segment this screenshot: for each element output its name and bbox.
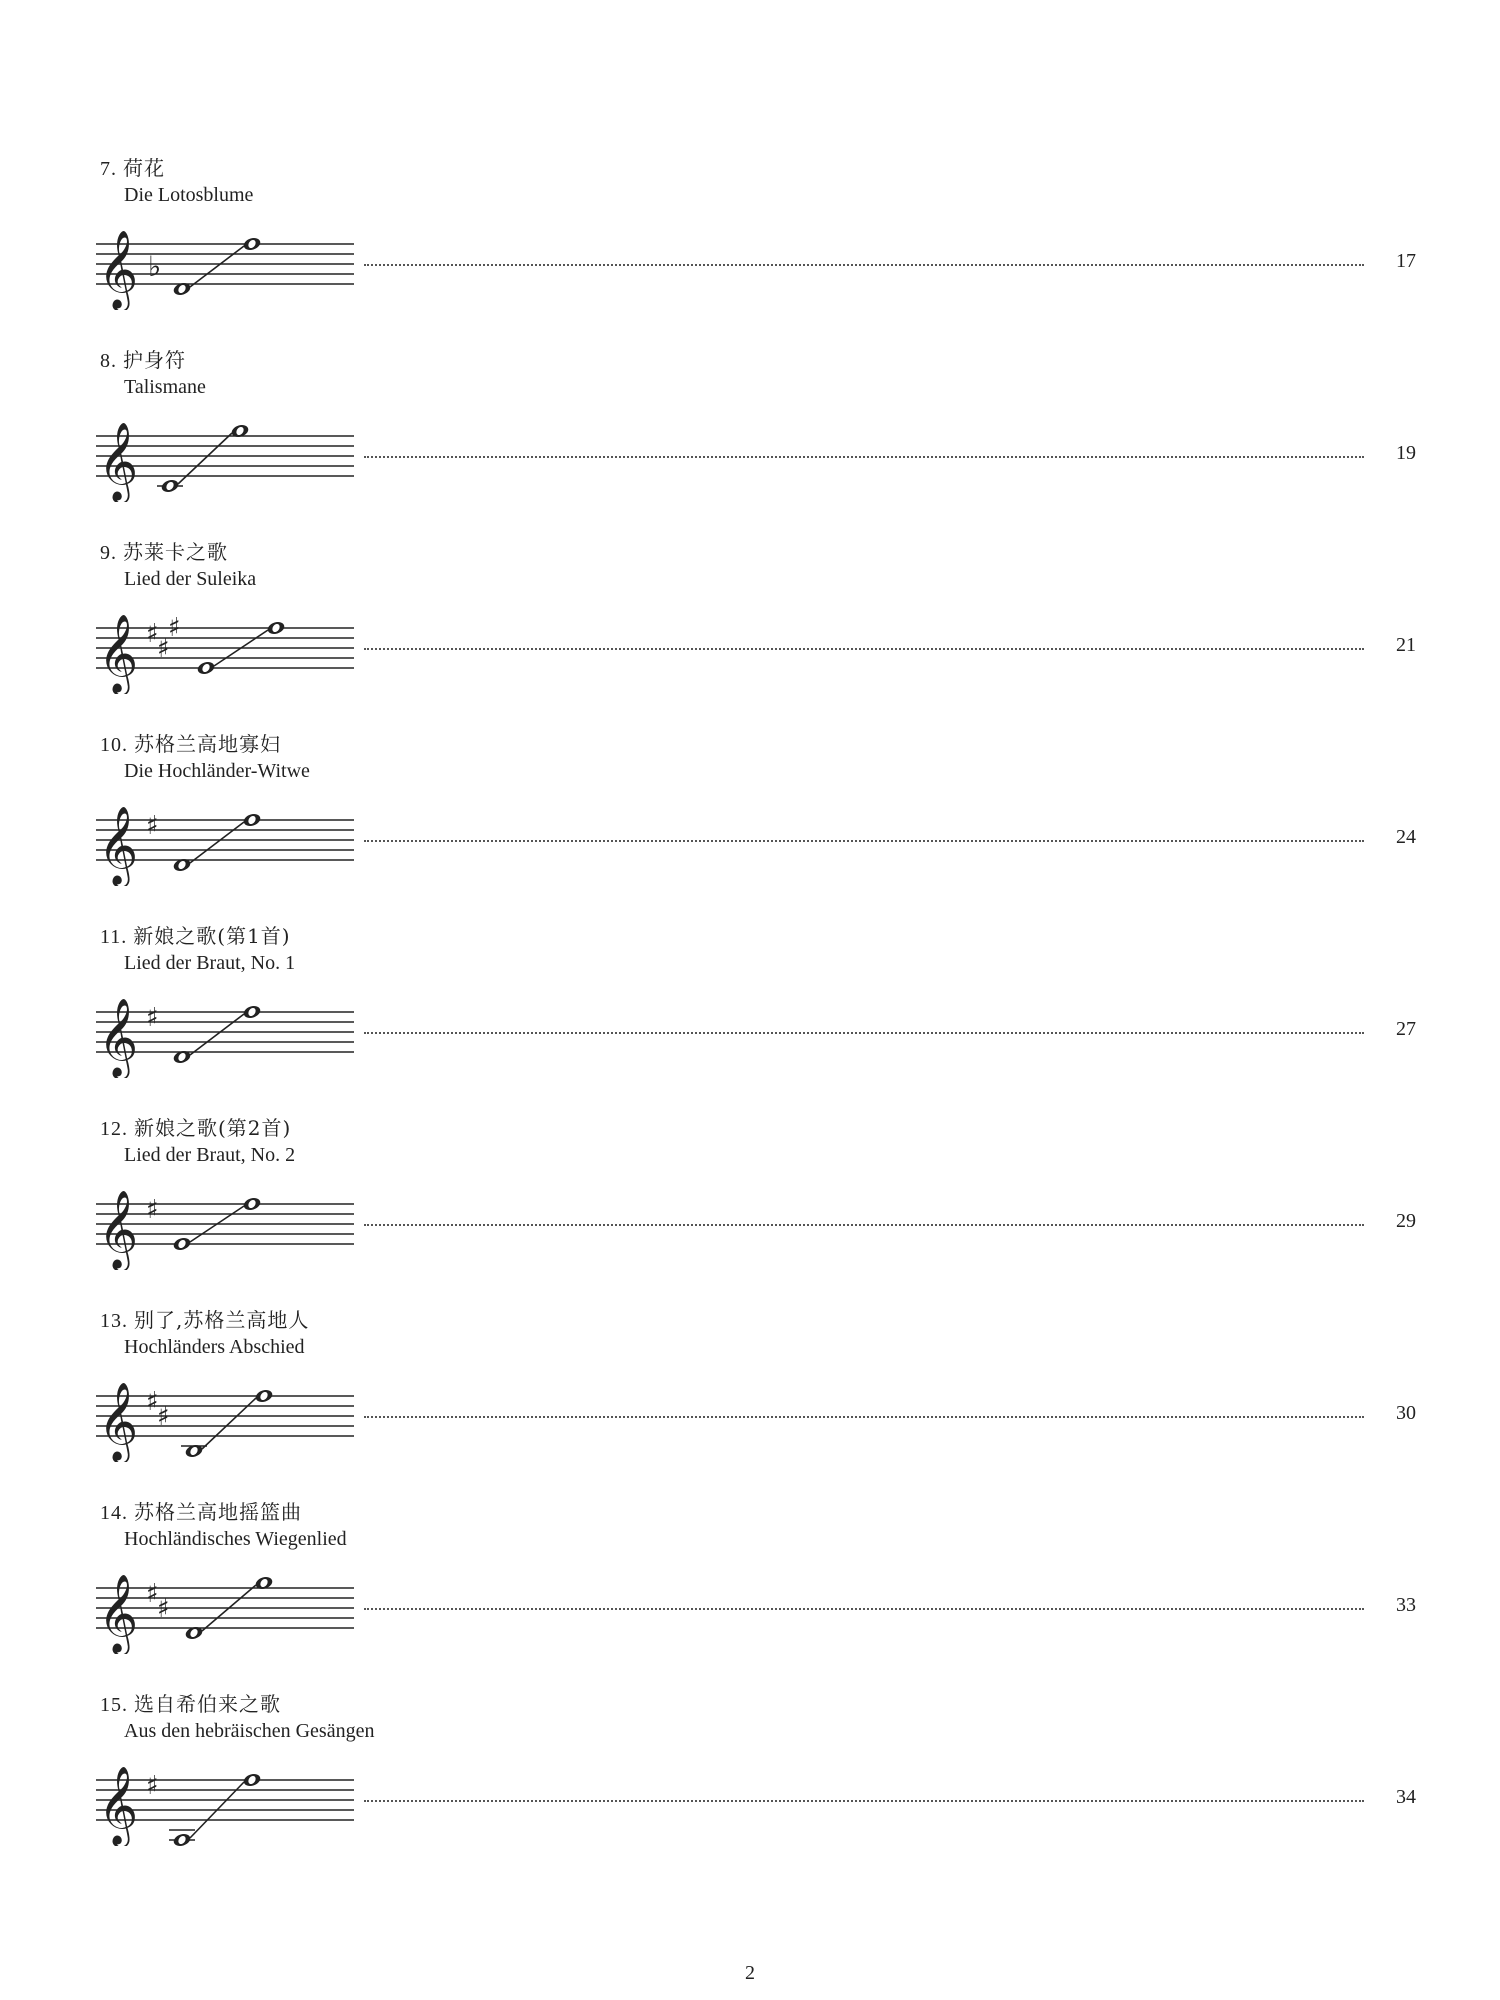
entry-number: 14. [100, 1502, 128, 1524]
entry-heading [100, 728, 281, 757]
sharp-icon: ♯ [157, 634, 170, 664]
music-incipit [96, 1558, 356, 1654]
page-number[interactable]: 33 [1396, 1594, 1416, 1616]
entry-title-chinese: 选自希伯来之歌 [134, 1692, 281, 1716]
entry-title-chinese: 荷花 [123, 156, 165, 180]
whole-note [242, 1196, 262, 1212]
page-number[interactable]: 34 [1396, 1786, 1416, 1808]
entry-heading [100, 1112, 291, 1141]
entry-title-german: Lied der Braut, No. 1 [124, 952, 296, 974]
entry-title-chinese: 新娘之歌(第1首) [133, 924, 291, 948]
music-incipit [96, 1366, 356, 1462]
staff-svg [96, 1750, 356, 1846]
page-number[interactable]: 27 [1396, 1018, 1416, 1040]
entry-title-chinese: 新娘之歌(第2首) [134, 1116, 292, 1140]
entry-title-chinese: 苏莱卡之歌 [123, 540, 228, 564]
dot-leader [364, 456, 1364, 458]
sharp-icon: ♯ [157, 1402, 170, 1432]
staff-svg [96, 1366, 356, 1462]
page-number[interactable]: 29 [1396, 1210, 1416, 1232]
entry-heading [100, 1496, 302, 1525]
folio-page-number: 2 [745, 1962, 755, 1984]
treble-clef-icon: 𝄞 [98, 1190, 139, 1269]
music-incipit [96, 790, 356, 886]
entry-title-german: Die Hochländer-Witwe [124, 760, 310, 782]
entry-title-german: Hochländers Abschied [124, 1336, 305, 1358]
entry-title-german: Aus den hebräischen Gesängen [124, 1720, 375, 1742]
toc-entry [0, 536, 1500, 728]
toc-entry [0, 1304, 1500, 1496]
entry-number: 12. [100, 1118, 128, 1140]
entry-number: 15. [100, 1694, 128, 1716]
staff-svg [96, 982, 356, 1078]
dot-leader [364, 1608, 1364, 1610]
sharp-icon: ♯ [146, 1387, 159, 1417]
sharp-icon: ♯ [168, 613, 181, 643]
entry-number: 13. [100, 1310, 128, 1332]
entry-number: 8. [100, 350, 117, 372]
entry-number: 10. [100, 734, 128, 756]
entry-heading [100, 920, 291, 949]
sharp-icon: ♯ [146, 1771, 159, 1801]
sharp-icon: ♯ [157, 1594, 170, 1624]
page-number[interactable]: 17 [1396, 250, 1416, 272]
dot-leader [364, 1224, 1364, 1226]
dot-leader [364, 840, 1364, 842]
sharp-icon: ♯ [146, 1579, 159, 1609]
music-incipit [96, 214, 356, 310]
treble-clef-icon: 𝄞 [98, 422, 139, 501]
toc-entry [0, 920, 1500, 1112]
treble-clef-icon: 𝄞 [98, 1574, 139, 1653]
toc-entry [0, 344, 1500, 536]
range-connector-line [190, 246, 244, 287]
music-incipit [96, 406, 356, 502]
entry-title-chinese: 别了,苏格兰高地人 [134, 1308, 310, 1332]
staff-svg [96, 790, 356, 886]
treble-clef-icon: 𝄞 [98, 806, 139, 885]
treble-clef-icon: 𝄞 [98, 1766, 139, 1845]
sharp-icon: ♯ [146, 1003, 159, 1033]
staff-svg [96, 1174, 356, 1270]
staff-svg [96, 598, 356, 694]
toc-entry [0, 1112, 1500, 1304]
entry-heading [100, 1688, 281, 1717]
entry-title-german: Lied der Braut, No. 2 [124, 1144, 296, 1166]
music-incipit [96, 598, 356, 694]
toc-entry [0, 1688, 1500, 1880]
dot-leader [364, 1032, 1364, 1034]
whole-note [172, 1832, 192, 1846]
entry-title-german: Die Lotosblume [124, 184, 254, 206]
flat-icon: ♭ [148, 250, 162, 283]
whole-note [266, 620, 286, 636]
treble-clef-icon: 𝄞 [98, 230, 139, 309]
dot-leader [364, 648, 1364, 650]
entry-heading [100, 536, 228, 565]
sharp-icon: ♯ [146, 619, 159, 649]
page-number[interactable]: 21 [1396, 634, 1416, 656]
entry-number: 9. [100, 542, 117, 564]
staff-svg [96, 214, 356, 310]
range-connector-line [190, 1014, 244, 1055]
staff-svg [96, 406, 356, 502]
whole-note [242, 236, 262, 252]
entry-number: 11. [100, 926, 128, 948]
sharp-icon: ♯ [146, 1195, 159, 1225]
toc-entry [0, 152, 1500, 344]
page-number[interactable]: 24 [1396, 826, 1416, 848]
staff-svg [96, 1558, 356, 1654]
whole-note [254, 1388, 274, 1404]
whole-note [196, 660, 216, 676]
whole-note [242, 1004, 262, 1020]
whole-note [242, 812, 262, 828]
music-incipit [96, 1750, 356, 1846]
entry-title-german: Talismane [124, 376, 206, 398]
dot-leader [364, 1800, 1364, 1802]
entry-heading [100, 1304, 309, 1333]
music-incipit [96, 982, 356, 1078]
entry-heading [100, 344, 186, 373]
page-number[interactable]: 19 [1396, 442, 1416, 464]
entry-title-chinese: 苏格兰高地摇篮曲 [134, 1500, 302, 1524]
entry-heading [100, 152, 165, 181]
whole-note [160, 478, 180, 494]
entry-title-chinese: 护身符 [123, 348, 186, 372]
dot-leader [364, 264, 1364, 266]
toc-entry [0, 1496, 1500, 1688]
treble-clef-icon: 𝄞 [98, 614, 139, 693]
music-incipit [96, 1174, 356, 1270]
treble-clef-icon: 𝄞 [98, 998, 139, 1077]
treble-clef-icon: 𝄞 [98, 1382, 139, 1461]
entry-title-german: Hochländisches Wiegenlied [124, 1528, 347, 1550]
entry-title-chinese: 苏格兰高地寡妇 [134, 732, 281, 756]
entry-title-german: Lied der Suleika [124, 568, 257, 590]
dot-leader [364, 1416, 1364, 1418]
whole-note [242, 1772, 262, 1788]
entry-number: 7. [100, 158, 117, 180]
sharp-icon: ♯ [146, 811, 159, 841]
whole-note [172, 1236, 192, 1252]
toc-entry [0, 728, 1500, 920]
page-number[interactable]: 30 [1396, 1402, 1416, 1424]
range-connector-line [190, 822, 244, 863]
